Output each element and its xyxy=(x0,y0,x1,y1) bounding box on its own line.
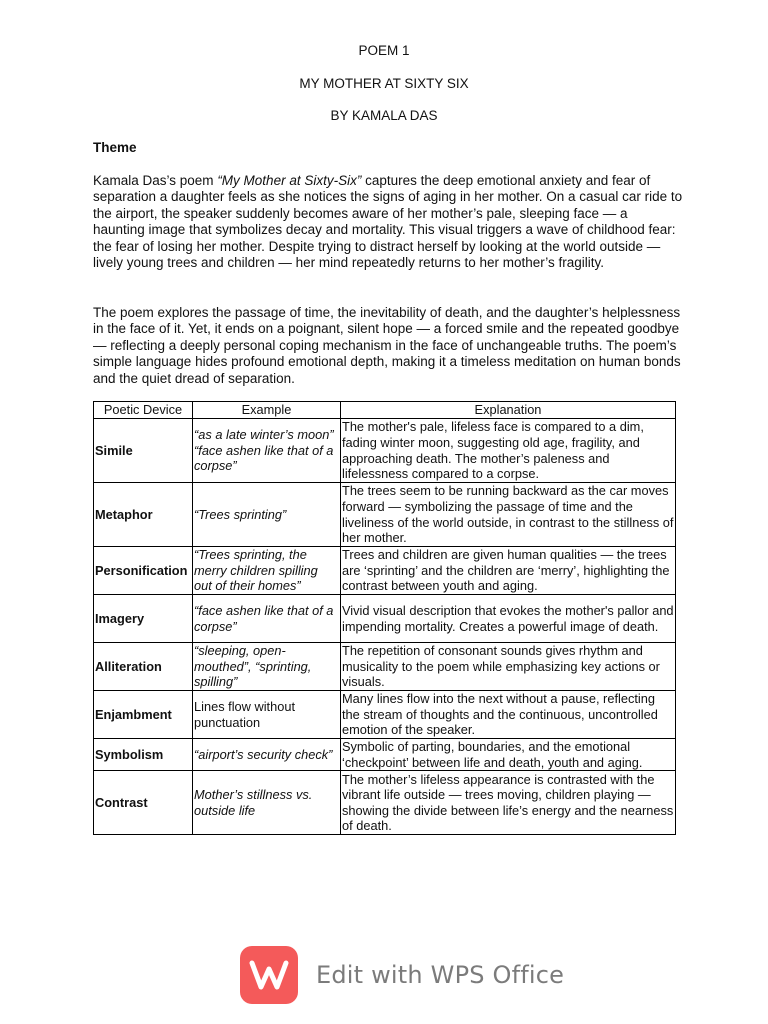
device-name-cell: Personification xyxy=(94,547,193,595)
table-row xyxy=(94,739,676,771)
table-row xyxy=(94,483,676,547)
explanation-cell: Vivid visual description that evokes the mother's pallor and impending mortality. Creates a powerful image of death. xyxy=(341,595,676,643)
example-text: “airport’s security check” xyxy=(194,746,333,762)
device-name-cell: Enjambment xyxy=(94,691,193,739)
para1-text-start: Kamala Das’s poem xyxy=(93,173,218,188)
example-cell xyxy=(193,691,341,739)
example-text: “Trees sprinting” xyxy=(194,506,287,522)
device-name-cell: Simile xyxy=(94,419,193,483)
device-name-cell: Contrast xyxy=(94,771,193,835)
wps-watermark[interactable] xyxy=(240,946,564,1004)
example-cell xyxy=(193,771,341,835)
table-header-row xyxy=(94,402,676,419)
example-text: “Trees sprinting, the merry children spilling out of their homes” xyxy=(194,547,318,594)
theme-paragraph-2: The poem explores the passage of time, the inevitability of death, and the daughter’s helplessness in the face of it. Yet, it ends on a poignant, silent hope — a forced smile and the repeated goodbye — reflecting a deeply personal coping mechanism in the face of unchangeable truths. The poem’s simple language hides profound emotional depth, making it a timeless meditation on human bonds and the quiet dread of separation. xyxy=(93,305,681,386)
table-row xyxy=(94,691,676,739)
example-cell xyxy=(193,547,341,595)
poem-author: BY KAMALA DAS xyxy=(330,108,438,123)
device-name-cell: Metaphor xyxy=(94,483,193,547)
example-cell xyxy=(193,739,341,771)
example-cell xyxy=(193,419,341,483)
theme-paragraph-1 xyxy=(93,173,683,271)
table-row xyxy=(94,595,676,643)
poem-title: MY MOTHER AT SIXTY SIX xyxy=(299,76,469,91)
table-row xyxy=(94,771,676,835)
example-text: Lines flow without punctuation xyxy=(194,698,296,730)
explanation-cell: The mother's pale, lifeless face is compared to a dim, fading winter moon, suggesting old age, fragility, and approaching death. The mother’s paleness and lifelessness compared to a corpse. xyxy=(341,419,676,483)
explanation-cell: The trees seem to be running backward as the car moves forward — symbolizing the passage of time and the liveliness of the world outside, in contrast to the stillness of her mother. xyxy=(341,483,676,547)
example-cell xyxy=(193,643,341,691)
device-name-cell: Alliteration xyxy=(94,643,193,691)
explanation-cell: Trees and children are given human qualities — the trees are ‘sprinting’ and the children are ‘merry’, highlighting the contrast between youth and aging. xyxy=(341,547,676,595)
wps-logo-icon xyxy=(240,946,298,1004)
table-body xyxy=(94,419,676,835)
explanation-cell: The mother’s lifeless appearance is contrasted with the vibrant life outside — trees moving, children playing — showing the divide between life’s energy and the nearness of death. xyxy=(341,771,676,835)
poetic-devices-table xyxy=(93,401,676,835)
explanation-cell: Symbolic of parting, boundaries, and the emotional ‘checkpoint’ between life and death, youth and aging. xyxy=(341,739,676,771)
explanation-cell: The repetition of consonant sounds gives rhythm and musicality to the poem while emphasizing key actions or visuals. xyxy=(341,643,676,691)
header-explanation: Explanation xyxy=(341,402,676,419)
device-name-cell: Symbolism xyxy=(94,739,193,771)
header-example: Example xyxy=(193,402,341,419)
table-row xyxy=(94,547,676,595)
explanation-cell: Many lines flow into the next without a pause, reflecting the stream of thoughts and the continuous, uncontrolled emotion of the speaker. xyxy=(341,691,676,739)
table-row xyxy=(94,419,676,483)
poem-number: POEM 1 xyxy=(358,43,410,58)
example-text: “as a late winter’s moon” xyxy=(194,427,334,443)
device-name-cell: Imagery xyxy=(94,595,193,643)
example-text: “face ashen like that of a corpse” xyxy=(194,442,334,474)
example-text: “face ashen like that of a corpse” xyxy=(194,602,334,634)
example-cell xyxy=(193,483,341,547)
example-text: “sleeping, open-mouthed”, “sprinting, spilling” xyxy=(194,643,312,690)
example-cell xyxy=(193,595,341,643)
theme-heading: Theme xyxy=(93,140,137,155)
header-poetic-device: Poetic Device xyxy=(94,402,193,419)
para1-text-end: captures the deep emotional anxiety and fear of separation a daughter feels as she notices the signs of aging in her mother. On a casual car ride to the airport, the speaker suddenly becomes aware of her mother’s pale, sleeping face — a haunting image that symbolizes decay and mortality. This visual triggers a wave of childhood fear: the fear of losing her mother. Despite trying to distract herself by looking at the world outside — lively young trees and children — her mind repeatedly returns to her mother’s fragility. xyxy=(93,173,683,271)
poem-title-italic: “My Mother at Sixty-Six” xyxy=(217,173,362,188)
example-text: Mother’s stillness vs. outside life xyxy=(194,787,313,818)
table-row xyxy=(94,643,676,691)
wps-edit-label[interactable]: Edit with WPS Office xyxy=(316,961,565,989)
